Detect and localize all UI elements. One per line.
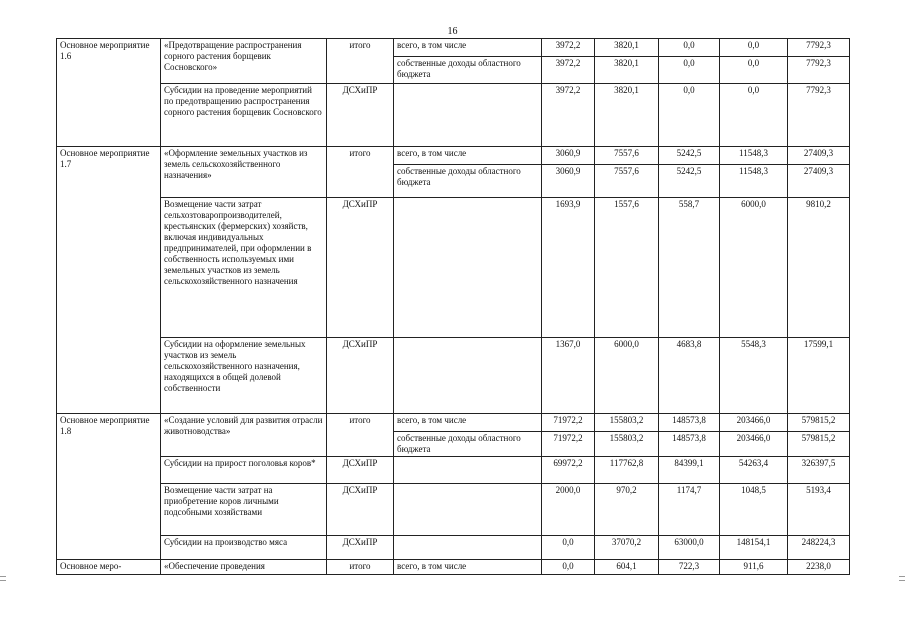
- value-cell: 604,1: [595, 560, 659, 575]
- value-cell: 9810,2: [788, 198, 850, 338]
- value-cell: 1367,0: [542, 338, 595, 414]
- value-cell: 0,0: [542, 536, 595, 560]
- value-cell: 0,0: [659, 57, 720, 84]
- value-cell: 0,0: [720, 39, 788, 57]
- value-cell: 1693,9: [542, 198, 595, 338]
- value-cell: 203466,0: [720, 432, 788, 457]
- funding-source: [394, 484, 542, 536]
- table-row: [57, 198, 850, 338]
- funding-source: всего, в том числе: [394, 39, 542, 57]
- value-cell: 3820,1: [595, 84, 659, 147]
- value-cell: 7792,3: [788, 39, 850, 57]
- executor-cell: итого: [327, 39, 394, 84]
- measure-name: Основное меро-: [57, 560, 161, 575]
- measure-name: Основное мероприятие 1.8: [57, 414, 161, 560]
- value-cell: 1557,6: [595, 198, 659, 338]
- measure-description: Субсидии на проведение мероприятий по предотвращению распространения сорного растения борщевик Сосновского: [161, 84, 327, 147]
- value-cell: 27409,3: [788, 147, 850, 165]
- value-cell: 0,0: [720, 84, 788, 147]
- measure-description: Субсидии на оформление земельных участков из земель сельскохозяйственного назначения, находящихся в общей долевой собственности: [161, 338, 327, 414]
- value-cell: 6000,0: [595, 338, 659, 414]
- value-cell: 326397,5: [788, 457, 850, 484]
- value-cell: 558,7: [659, 198, 720, 338]
- table-row: [57, 457, 850, 484]
- value-cell: 5242,5: [659, 165, 720, 198]
- value-cell: 5242,5: [659, 147, 720, 165]
- funding-source: всего, в том числе: [394, 560, 542, 575]
- value-cell: 203466,0: [720, 414, 788, 432]
- value-cell: 0,0: [542, 560, 595, 575]
- value-cell: 155803,2: [595, 414, 659, 432]
- table-row: [57, 414, 850, 432]
- measure-description: Субсидии на производство мяса: [161, 536, 327, 560]
- value-cell: 27409,3: [788, 165, 850, 198]
- table-row: [57, 536, 850, 560]
- value-cell: 148573,8: [659, 432, 720, 457]
- value-cell: 3820,1: [595, 57, 659, 84]
- table-row: [57, 484, 850, 536]
- measure-name: Основное мероприятие 1.7: [57, 147, 161, 414]
- funding-source: [394, 457, 542, 484]
- executor-cell: ДСХиПР: [327, 338, 394, 414]
- value-cell: 6000,0: [720, 198, 788, 338]
- executor-cell: ДСХиПР: [327, 457, 394, 484]
- value-cell: 37070,2: [595, 536, 659, 560]
- measure-description: Возмещение части затрат сельхозтоваропроизводителей, крестьянских (фермерских) хозяйств, включая индивидуальных предпринимателей, при оформлении в собственность используемых ими земельных участков из земель сельскохозяйственного назначения: [161, 198, 327, 338]
- funding-source: собственные доходы областного бюджета: [394, 432, 542, 457]
- executor-cell: итого: [327, 147, 394, 198]
- value-cell: 71972,2: [542, 414, 595, 432]
- measure-description: «Предотвращение распространения сорного растения борщевик Сосновского»: [161, 39, 327, 84]
- value-cell: 2000,0: [542, 484, 595, 536]
- table-row: [57, 147, 850, 165]
- value-cell: 2238,0: [788, 560, 850, 575]
- funding-source: [394, 338, 542, 414]
- measure-name: Основное мероприятие 1.6: [57, 39, 161, 147]
- value-cell: 3972,2: [542, 84, 595, 147]
- value-cell: 579815,2: [788, 432, 850, 457]
- measure-description: «Создание условий для развития отрасли животноводства»: [161, 414, 327, 457]
- executor-cell: ДСХиПР: [327, 198, 394, 338]
- value-cell: 3060,9: [542, 147, 595, 165]
- value-cell: 11548,3: [720, 165, 788, 198]
- value-cell: 69972,2: [542, 457, 595, 484]
- table-row: [57, 84, 850, 147]
- value-cell: 579815,2: [788, 414, 850, 432]
- measure-description: Возмещение части затрат на приобретение коров личными подсобными хозяйствами: [161, 484, 327, 536]
- value-cell: 148573,8: [659, 414, 720, 432]
- value-cell: 248224,3: [788, 536, 850, 560]
- value-cell: 54263,4: [720, 457, 788, 484]
- value-cell: 5548,3: [720, 338, 788, 414]
- table-row: [57, 39, 850, 57]
- value-cell: 4683,8: [659, 338, 720, 414]
- value-cell: 71972,2: [542, 432, 595, 457]
- value-cell: 155803,2: [595, 432, 659, 457]
- value-cell: 3820,1: [595, 39, 659, 57]
- value-cell: 17599,1: [788, 338, 850, 414]
- value-cell: 5193,4: [788, 484, 850, 536]
- funding-source: [394, 198, 542, 338]
- value-cell: 3060,9: [542, 165, 595, 198]
- executor-cell: итого: [327, 560, 394, 575]
- value-cell: 84399,1: [659, 457, 720, 484]
- measure-description: Субсидии на прирост поголовья коров*: [161, 457, 327, 484]
- funding-source: собственные доходы областного бюджета: [394, 57, 542, 84]
- executor-cell: итого: [327, 414, 394, 457]
- table-row: [57, 560, 850, 575]
- value-cell: 722,3: [659, 560, 720, 575]
- value-cell: 117762,8: [595, 457, 659, 484]
- table-row: [57, 338, 850, 414]
- funding-source: [394, 536, 542, 560]
- executor-cell: ДСХиПР: [327, 536, 394, 560]
- value-cell: 7557,6: [595, 147, 659, 165]
- value-cell: 11548,3: [720, 147, 788, 165]
- page-number: 16: [447, 26, 458, 37]
- value-cell: 1048,5: [720, 484, 788, 536]
- value-cell: 0,0: [659, 39, 720, 57]
- executor-cell: ДСХиПР: [327, 84, 394, 147]
- value-cell: 7792,3: [788, 84, 850, 147]
- value-cell: 63000,0: [659, 536, 720, 560]
- measure-description: «Обеспечение проведения: [161, 560, 327, 575]
- funding-source: [394, 84, 542, 147]
- executor-cell: ДСХиПР: [327, 484, 394, 536]
- value-cell: 3972,2: [542, 39, 595, 57]
- measure-description: «Оформление земельных участков из земель сельскохозяйственного назначения»: [161, 147, 327, 198]
- value-cell: 148154,1: [720, 536, 788, 560]
- budget-table: [56, 38, 850, 575]
- funding-source: всего, в том числе: [394, 414, 542, 432]
- funding-source: собственные доходы областного бюджета: [394, 165, 542, 198]
- value-cell: 7557,6: [595, 165, 659, 198]
- value-cell: 911,6: [720, 560, 788, 575]
- value-cell: 7792,3: [788, 57, 850, 84]
- value-cell: 3972,2: [542, 57, 595, 84]
- value-cell: 0,0: [720, 57, 788, 84]
- value-cell: 970,2: [595, 484, 659, 536]
- value-cell: 0,0: [659, 84, 720, 147]
- funding-source: всего, в том числе: [394, 147, 542, 165]
- value-cell: 1174,7: [659, 484, 720, 536]
